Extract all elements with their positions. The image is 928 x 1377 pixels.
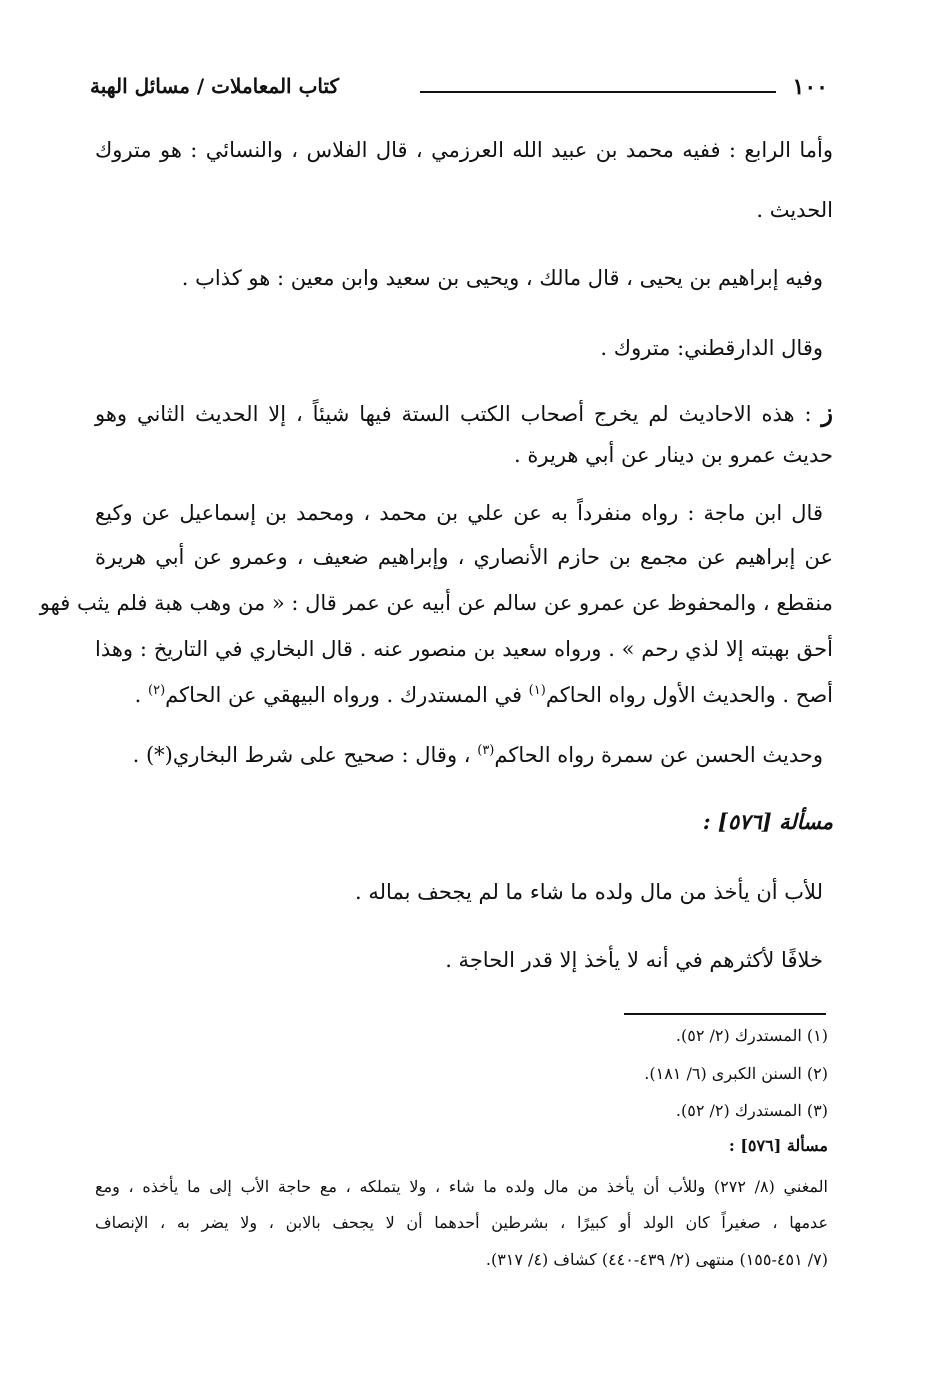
footnote: (٣) المستدرك (٢/ ٥٢). (675, 1101, 828, 1120)
header-rule (420, 91, 776, 93)
editor-mark: ز (821, 398, 833, 427)
footnote: المغني (٨/ ٢٧٢) وللأب أن يأخذ من مال ولده ما شاء ، ولا يتملكه ، مع حاجة الأب إلى ما يأخذه ، ومع (95, 1177, 829, 1196)
footnote: عدمها ، صغيراً كان الولد أو كبيرًا ، بشرطين أحدهما أن لا يجحف بالابن ، ولا يضر به ، الإنصاف (95, 1213, 828, 1232)
paragraph-line: منقطع ، والمحفوظ عن عمرو عن سالم عن أبيه عن عمر قال : « من وهب هبة فلم يثب فهو (39, 591, 833, 615)
paragraph-line: وأما الرابع : ففيه محمد بن عبيد الله العرزمي ، قال الفلاس ، والنسائي : هو متروك (95, 138, 833, 162)
paragraph-line: قال ابن ماجة : رواه منفرداً به عن علي بن محمد ، ومحمد بن إسماعيل عن وكيع (95, 501, 823, 525)
footnote-separator (624, 1013, 826, 1015)
paragraph-line: الحديث . (756, 198, 833, 222)
paragraph-text: في المستدرك . ورواه البيهقي عن الحاكم (165, 683, 529, 707)
paragraph-line (95, 398, 833, 429)
footnote: (٢) السنن الكبرى (٦/ ١٨١). (644, 1064, 828, 1083)
page-number: ١٠٠ (792, 74, 828, 100)
paragraph-text: وحديث الحسن عن سمرة رواه الحاكم (494, 743, 823, 767)
footnote: (٧/ ٤٥١-١٥٥) منتهى (٢/ ٤٣٩-٤٤٠) كشاف (٤/ ٣١٧). (485, 1250, 828, 1269)
paragraph-line: للأب أن يأخذ من مال ولده ما شاء ما لم يجحف بماله . (355, 880, 823, 904)
footnote-issue-heading: مسألة [٥٧٦] : (728, 1136, 828, 1155)
paragraph-text: . (134, 683, 149, 707)
paragraph-line (95, 740, 823, 770)
footnote-ref[interactable]: (٢) (148, 683, 166, 698)
paragraph-text: ، وقال : صحيح على شرط البخاري(*) . (132, 743, 478, 767)
page-header (90, 70, 828, 104)
paragraph-line: حديث عمرو بن دينار عن أبي هريرة . (514, 443, 833, 467)
paragraph-line: وقال الدارقطني: متروك . (600, 336, 823, 360)
paragraph-line: وفيه إبراهيم بن يحيى ، قال مالك ، ويحيى بن سعيد وابن معين : هو كذاب . (181, 266, 823, 290)
paragraph-text: : هذه الاحاديث لم يخرج أصحاب الكتب الستة فيها شيئاً ، إلا الحديث الثاني وهو (95, 402, 822, 426)
footnote: (١) المستدرك (٢/ ٥٢). (675, 1026, 828, 1045)
paragraph-line: خلافًا لأكثرهم في أنه لا يأخذ إلا قدر الحاجة . (445, 948, 823, 972)
paragraph-line: أحق بهبته إلا لذي رحم » . ورواه سعيد بن منصور عنه . قال البخاري في التاريخ : وهذا (95, 637, 833, 661)
paragraph-line (95, 680, 833, 710)
footnote-ref[interactable]: (١) (528, 683, 546, 698)
paragraph-text: أصح . والحديث الأول رواه الحاكم (545, 683, 833, 707)
running-title: كتاب المعاملات / مسائل الهبة (90, 74, 340, 98)
paragraph-line: عن إبراهيم عن مجمع بن حازم الأنصاري ، وإبراهيم ضعيف ، وعمرو عن أبي هريرة (95, 545, 833, 569)
footnote-ref[interactable]: (٣) (477, 743, 495, 758)
issue-heading: مسألة [٥٧٦] : (702, 809, 833, 834)
